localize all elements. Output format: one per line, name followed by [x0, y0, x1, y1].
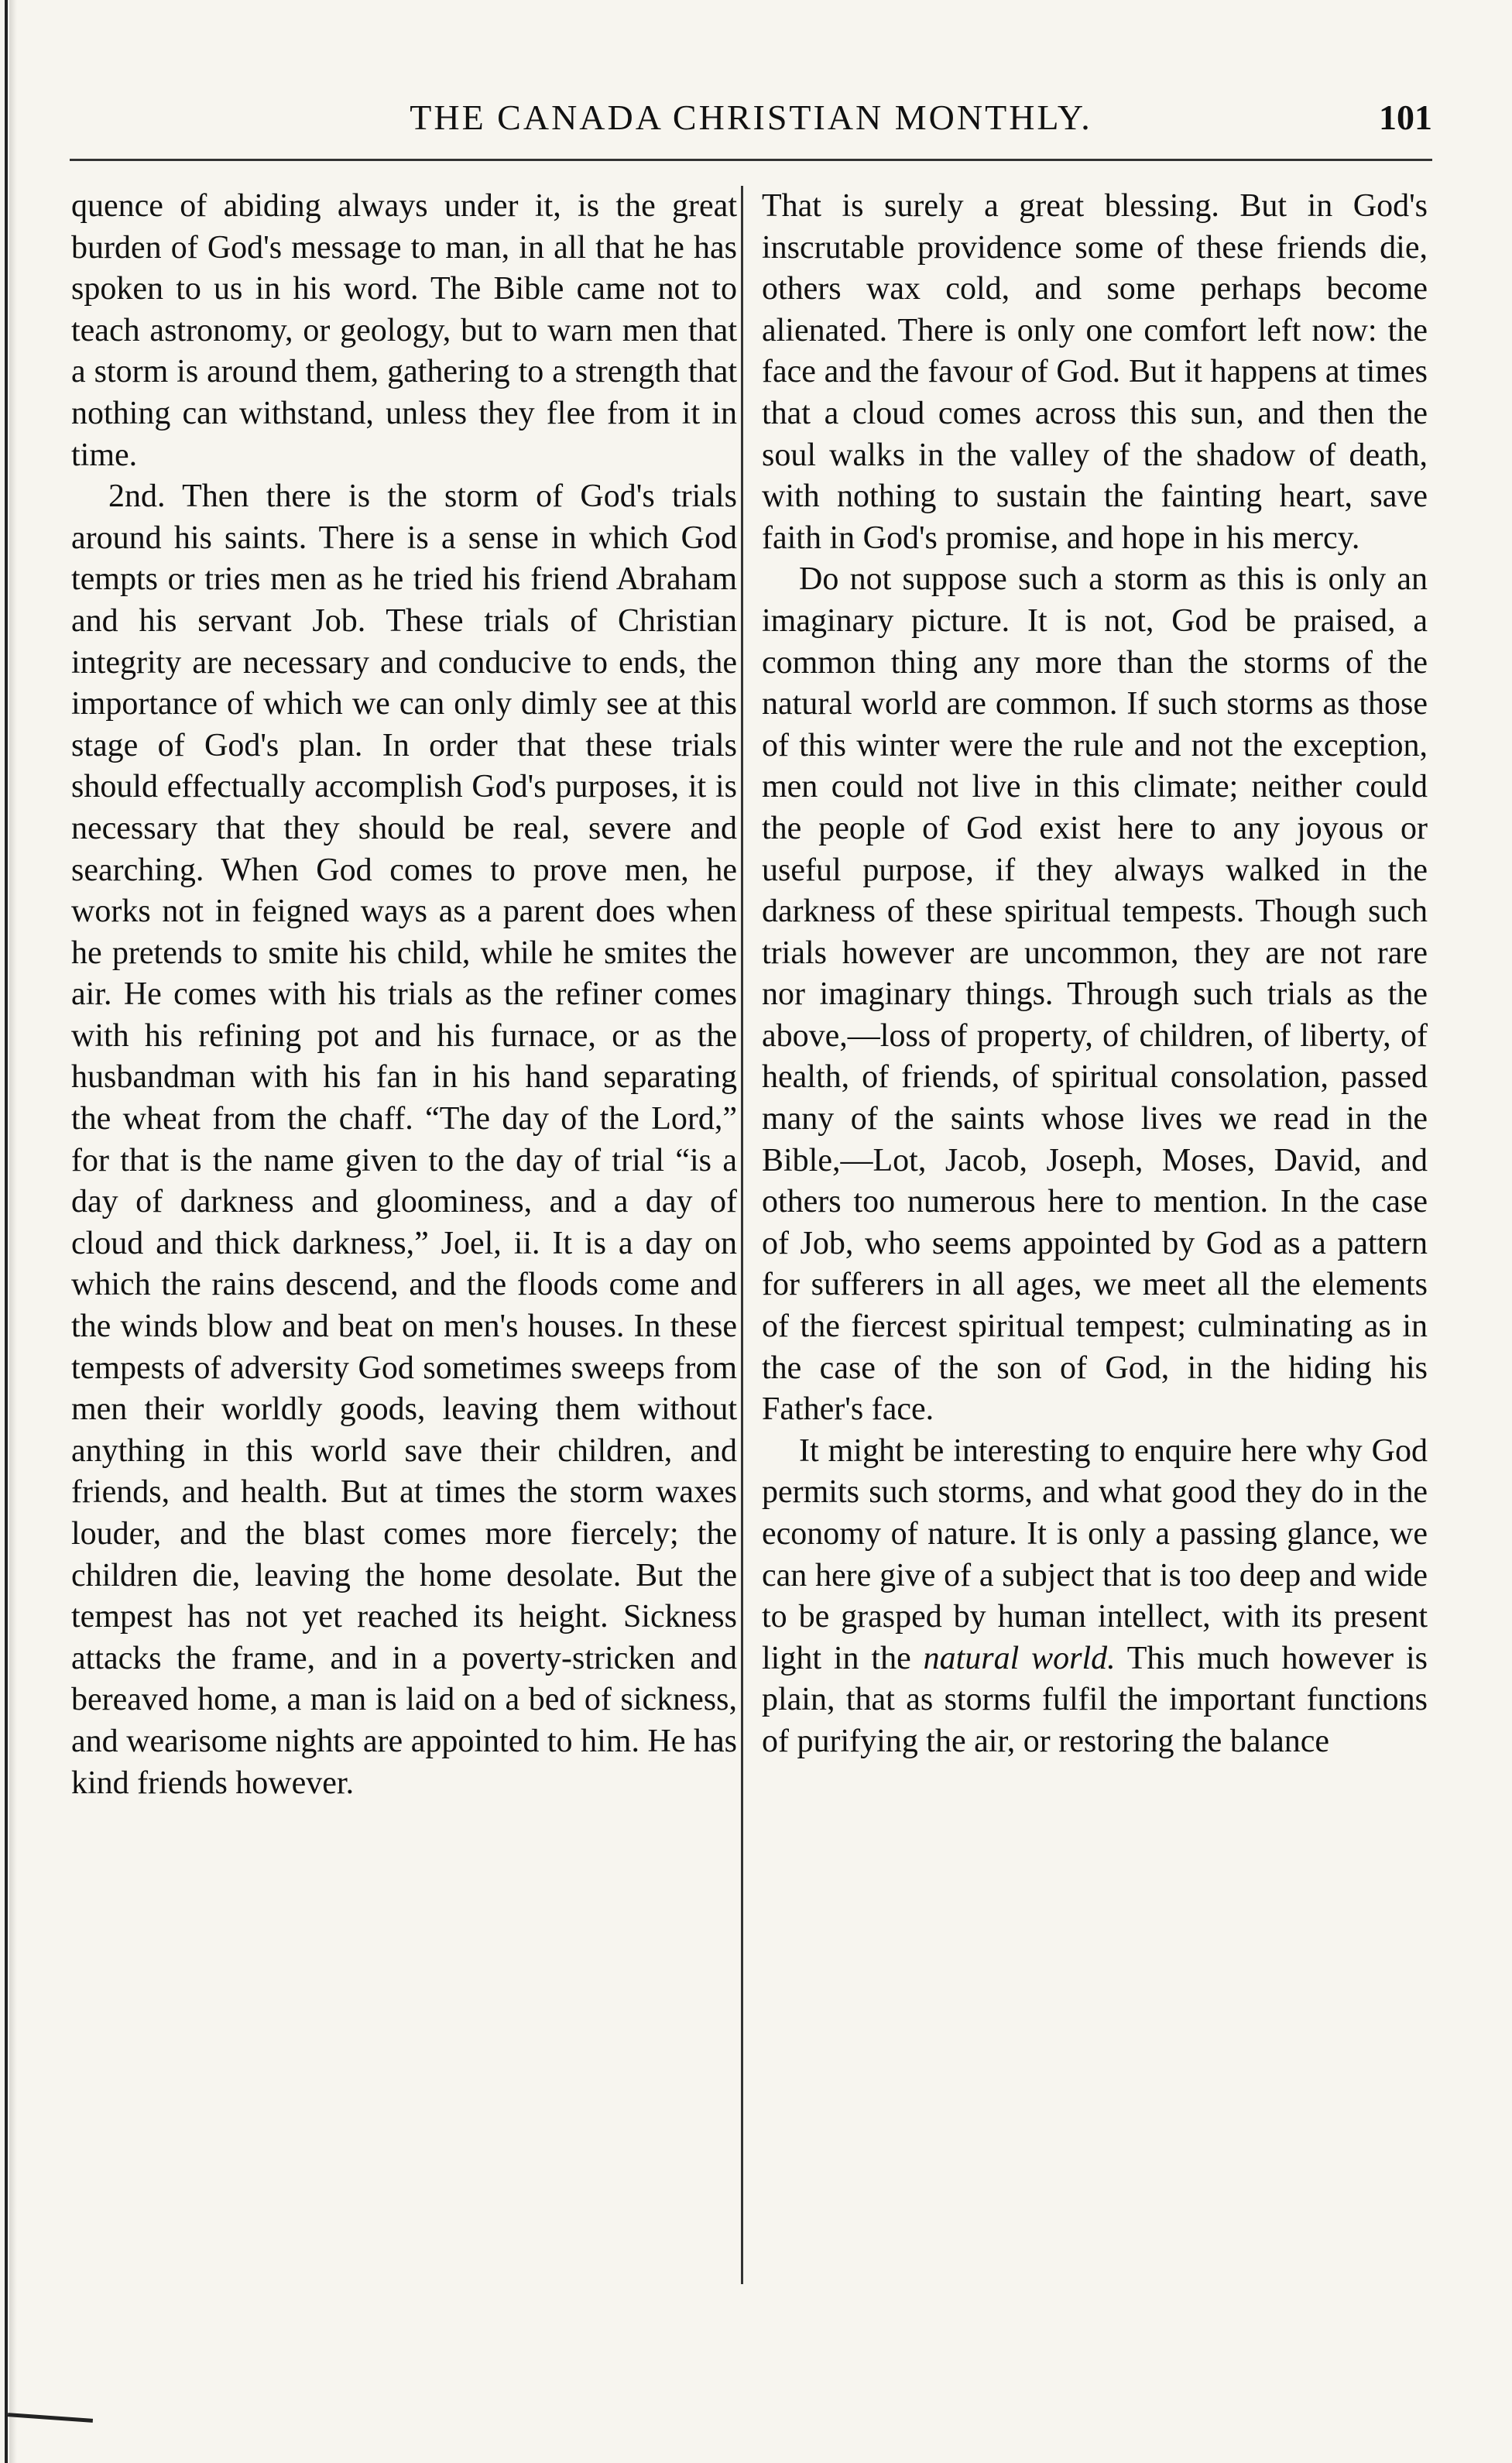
bottom-left-mark — [8, 2413, 93, 2423]
right-column — [762, 186, 1428, 1763]
right-paragraph-2: Do not suppose such a storm as this is only an imaginary picture. It is not, God be praised, a common thing any more than the storms of the natural world are common. If such storms as those of this winter were the rule and not the exception, men could not live in this climate; neither could the people of God exist here to any joyous or useful purpose, if they always walked in the darkness of these spiritual tempests. Though such trials however are uncommon, they are not rare nor imaginary things. Through such trials as the above,—loss of property, of children, of liberty, of health, of friends, of spiritual consolation, passed many of the saints whose lives we read in the Bible,—Lot, Jacob, Joseph, Moses, David, and others too numerous here to mention. In the case of Job, who seems appointed by God as a pattern for sufferers in all ages, we meet all the elements of the fiercest spiritual tempest; culminating as in the case of the son of God, in the hiding his Father's face. — [762, 561, 1428, 1428]
right-paragraph-3 — [762, 1431, 1428, 1763]
italic-phrase: natural world. — [923, 1640, 1116, 1676]
left-paragraph-2: 2nd. Then there is the storm of God's trials around his saints. There is a sense in which God tempts or tries men as he tried his friend Abraham and his servant Job. These trials of Christian integrity are necessary and conducive to ends, the importance of which we can only dimly see at this stage of God's plan. In order that these trials should effectually accomplish God's purposes, it is necessary that they should be real, severe and searching. When God comes to prove men, he works not in feigned ways as a parent does when he pretends to smite his child, while he smites the air. He comes with his trials as the refiner comes with his refining pot and his furnace, or as the husbandman with his fan in his hand separating the wheat from the chaff. “The day of the Lord,” for that is the name given to the day of trial “is a day of darkness and gloominess, and a day of cloud and thick darkness,” Joel, ii. It is a day on which the rains descend, and the floods come and the winds blow and beat on men's houses. In these tempests of adversity God sometimes sweeps from men their worldly goods, leaving them without anything in this world save their children, and friends, and health. But at times the storm waxes louder, and the blast comes more fiercely; the children die, leaving the home desolate. But the tempest has not yet reached its height. Sickness attacks the frame, and in a poverty-stricken and bereaved home, a man is laid on a bed of sickness, and wearisome nights are appointed to him. He has kind friends however. — [71, 479, 737, 1801]
right-paragraph-3-text: It might be interesting to enquire here why God permits such storms, and what good they do in the economy of nature. It is only a passing glance, we can here give of a subject that is too deep and wide to be grasped by human intellect, with its present light in the — [762, 1432, 1428, 1676]
page-number: 101 — [1379, 98, 1432, 137]
binding-shadow — [9, 0, 17, 2463]
right-paragraph-3-end: This much however is plain, that as storms fulfil the important functions of purifying the air, or restoring the balance — [762, 1640, 1428, 1759]
right-paragraph-1: That is surely a great blessing. But in God's inscrutable providence some of these friends die, others wax cold, and some perhaps become alienated. There is only one comfort left now: the face and the favour of God. But it happens at times that a cloud comes across this sun, and then the soul walks in the valley of the shadow of death, with nothing to sustain the fainting heart, save faith in God's promise, and hope in his mercy. — [762, 188, 1428, 556]
left-paragraph-1: quence of abiding always under it, is the great burden of God's message to man, in all that he has spoken to us in his word. The Bible came not to teach astronomy, or geology, but to warn men that a storm is around them, gathering to a strength that nothing can withstand, unless they flee from it in time. — [71, 188, 737, 473]
page-binding-edge — [5, 0, 8, 2463]
journal-title: THE CANADA CHRISTIAN MONTHLY. — [410, 98, 1092, 137]
column-divider — [741, 186, 743, 2284]
running-header — [70, 97, 1432, 151]
header-rule — [70, 159, 1432, 161]
left-column — [71, 186, 737, 1804]
